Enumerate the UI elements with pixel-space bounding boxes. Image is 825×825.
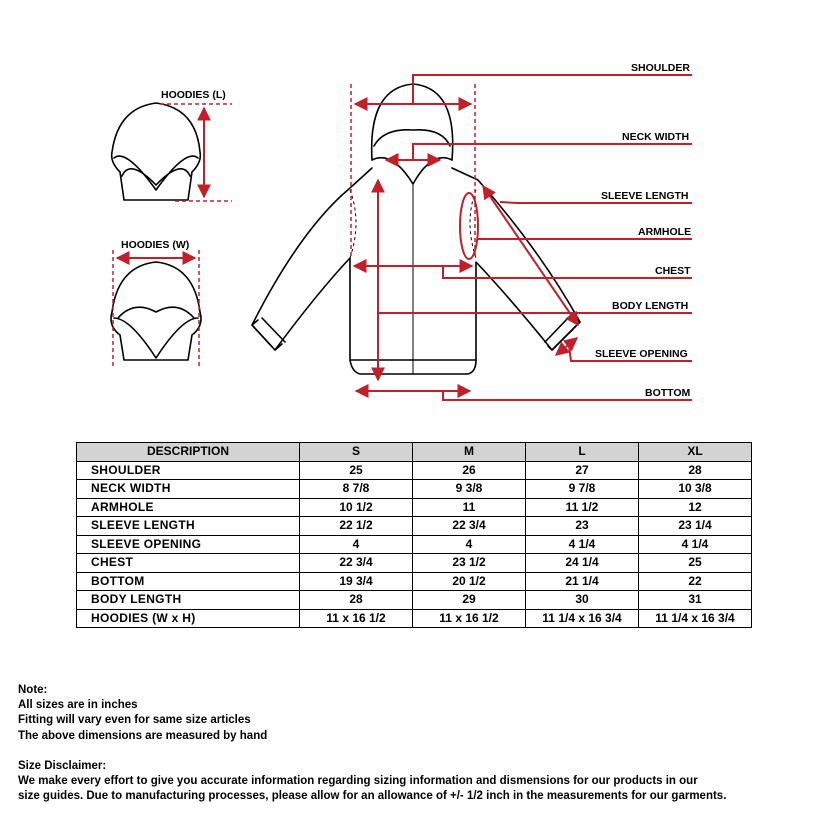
cell-s: 8 7/8 [300, 480, 413, 499]
note-line: The above dimensions are measured by hand [18, 729, 268, 742]
cell-m: 9 3/8 [413, 480, 526, 499]
header-size-xl: XL [639, 443, 752, 462]
hood-length-label: HOODIES (L) [161, 89, 226, 101]
cell-m: 11 x 16 1/2 [413, 609, 526, 628]
cell-m: 23 1/2 [413, 554, 526, 573]
cell-s: 11 x 16 1/2 [300, 609, 413, 628]
row-description: HOODIES (W x H) [77, 609, 300, 628]
cell-m: 22 3/4 [413, 517, 526, 536]
size-chart-table [76, 442, 752, 628]
cell-m: 20 1/2 [413, 572, 526, 591]
shoulder-leader [413, 75, 692, 104]
cell-xl: 12 [639, 498, 752, 517]
cell-xl: 11 1/4 x 16 3/4 [639, 609, 752, 628]
cell-l: 23 [526, 517, 639, 536]
cell-s: 10 1/2 [300, 498, 413, 517]
cell-xl: 23 1/4 [639, 517, 752, 536]
cell-xl: 31 [639, 591, 752, 610]
cell-s: 22 3/4 [300, 554, 413, 573]
cell-xl: 22 [639, 572, 752, 591]
header-size-l: L [526, 443, 639, 462]
notes-section [18, 683, 818, 804]
cell-xl: 25 [639, 554, 752, 573]
neck-width-label: NECK WIDTH [622, 131, 690, 143]
row-description: BOTTOM [77, 572, 300, 591]
cell-l: 24 1/4 [526, 554, 639, 573]
row-description: SLEEVE LENGTH [77, 517, 300, 536]
cell-m: 4 [413, 535, 526, 554]
cell-l: 4 1/4 [526, 535, 639, 554]
neck-width-leader [413, 144, 692, 160]
table-row [77, 498, 752, 517]
cell-s: 4 [300, 535, 413, 554]
table-row [77, 480, 752, 499]
chest-label: CHEST [655, 265, 691, 277]
cell-m: 11 [413, 498, 526, 517]
disclaimer-title: Size Disclaimer: [18, 759, 107, 772]
sleeve-length-arrow [483, 186, 578, 325]
armhole-label: ARMHOLE [638, 226, 692, 238]
header-size-s: S [300, 443, 413, 462]
cell-l: 21 1/4 [526, 572, 639, 591]
hoodie-illustration [252, 84, 580, 374]
cell-l: 27 [526, 461, 639, 480]
disclaimer-line: size guides. Due to manufacturing processes, please allow for an allowance of +/- 1/2 inch in the measurements for our garments. [18, 790, 727, 803]
hood-width-label: HOODIES (W) [121, 239, 190, 251]
note-line: Fitting will vary even for same size articles [18, 714, 251, 727]
note-title: Note: [18, 684, 48, 696]
row-description: ARMHOLE [77, 498, 300, 517]
sleeve-length-leader [500, 202, 692, 203]
cell-l: 11 1/2 [526, 498, 639, 517]
cell-m: 29 [413, 591, 526, 610]
cell-s: 25 [300, 461, 413, 480]
row-description: SHOULDER [77, 461, 300, 480]
row-description: SLEEVE OPENING [77, 535, 300, 554]
cell-s: 28 [300, 591, 413, 610]
table-row [77, 535, 752, 554]
cell-s: 19 3/4 [300, 572, 413, 591]
row-description: NECK WIDTH [77, 480, 300, 499]
header-size-m: M [413, 443, 526, 462]
cell-l: 9 7/8 [526, 480, 639, 499]
row-description: CHEST [77, 554, 300, 573]
cell-xl: 4 1/4 [639, 535, 752, 554]
cell-xl: 10 3/8 [639, 480, 752, 499]
cell-l: 30 [526, 591, 639, 610]
table-row [77, 591, 752, 610]
table-row [77, 572, 752, 591]
cell-s: 22 1/2 [300, 517, 413, 536]
hood-length-illustration [112, 103, 201, 200]
table-row [77, 517, 752, 536]
sleeve-length-label: SLEEVE LENGTH [601, 190, 689, 202]
body-length-label: BODY LENGTH [612, 300, 689, 312]
hood-width-illustration [111, 262, 201, 360]
disclaimer-line: We make every effort to give you accurate information regarding sizing information and dismensions for our products in our [18, 775, 698, 788]
sleeve-opening-label: SLEEVE OPENING [595, 348, 688, 360]
table-header-row [77, 443, 752, 462]
sleeve-opening-arrow [556, 338, 577, 355]
table-row [77, 609, 752, 628]
table-row [77, 554, 752, 573]
cell-m: 26 [413, 461, 526, 480]
row-description: BODY LENGTH [77, 591, 300, 610]
cell-xl: 28 [639, 461, 752, 480]
header-description: DESCRIPTION [77, 443, 300, 462]
note-line: All sizes are in inches [18, 699, 138, 712]
cell-l: 11 1/4 x 16 3/4 [526, 609, 639, 628]
table-row [77, 461, 752, 480]
shoulder-label: SHOULDER [631, 62, 690, 74]
bottom-label: BOTTOM [645, 387, 691, 399]
